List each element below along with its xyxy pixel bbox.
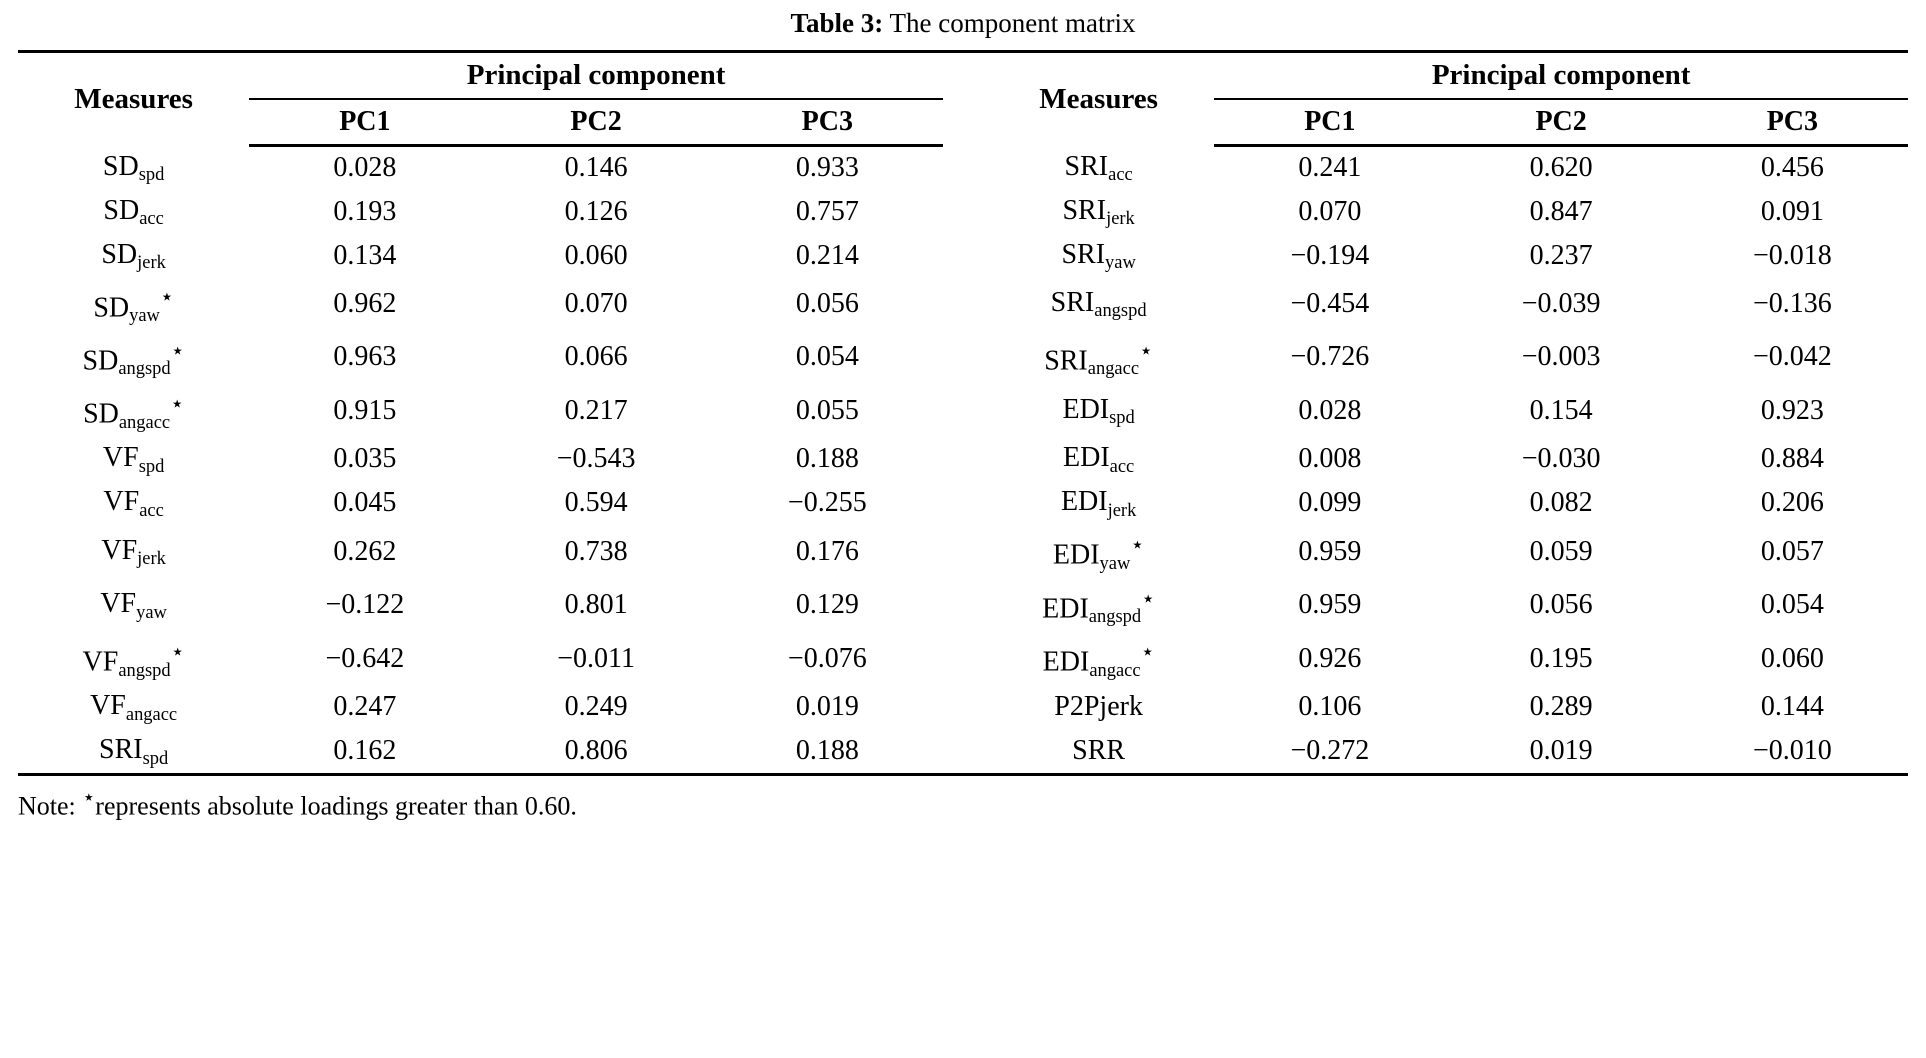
table-row (18, 437, 1908, 481)
cell-pc1-left: 0.963 (333, 341, 397, 373)
header-pc2-left: PC2 (480, 99, 711, 146)
cell-pc1-right: 0.070 (1298, 195, 1362, 227)
caption-label: Table 3: (790, 8, 884, 38)
cell-pc2-right: 0.289 (1529, 691, 1593, 723)
cell-pc3-right: 0.884 (1760, 443, 1824, 475)
measure-subscript: yaw (1099, 552, 1131, 573)
significance-star-icon: ⋆ (170, 639, 185, 665)
measure-label-left (18, 278, 249, 331)
cell-pc2-left: 0.066 (564, 341, 628, 373)
cell-pc2-left: 0.060 (564, 239, 628, 271)
note-prefix: Note: (18, 792, 83, 822)
cell-pc3-right: 0.060 (1760, 642, 1824, 674)
cell-pc2-left: 0.070 (564, 288, 628, 320)
measure-label-right (983, 384, 1214, 437)
cell-pc1-right: 0.028 (1298, 394, 1362, 426)
cell-pc2-left: 0.806 (564, 735, 628, 767)
cell-pc1-right: −0.272 (1290, 735, 1370, 767)
measure-label-left (18, 437, 249, 481)
measure-label-left (18, 632, 249, 685)
measure-label-right (983, 278, 1214, 331)
cell-pc2-left: −0.011 (557, 642, 635, 674)
cell-pc1-left: 0.193 (333, 195, 397, 227)
measure-subscript: spd (138, 455, 165, 476)
header-pc1-right: PC1 (1214, 99, 1445, 146)
table-row (18, 146, 1908, 190)
measure-base: P2Pjerk (1054, 691, 1143, 723)
measure-subscript: jerk (1106, 207, 1135, 228)
measure-subscript: angacc (118, 411, 171, 432)
measure-base: VF (100, 588, 137, 620)
column-spacer (943, 52, 983, 146)
cell-pc3-left: 0.019 (795, 691, 859, 723)
cell-pc3-left: −0.255 (787, 487, 867, 519)
significance-star-icon: ⋆ (1141, 585, 1156, 611)
row-spacer (943, 278, 983, 331)
cell-pc1-left: 0.962 (333, 288, 397, 320)
cell-pc2-left: 0.738 (564, 536, 628, 568)
measure-label-right (983, 632, 1214, 685)
measure-base: SRR (1072, 735, 1126, 767)
cell-pc1-right: 0.241 (1298, 152, 1362, 184)
measure-subscript: spd (1109, 406, 1135, 427)
cell-pc2-right: 0.059 (1529, 536, 1593, 568)
header-pc1-left: PC1 (249, 99, 480, 146)
note-star-icon: ⋆ (82, 786, 96, 810)
measure-base: SD (83, 398, 119, 430)
cell-pc1-left: 0.134 (333, 239, 397, 271)
measure-subscript: angspd (1094, 300, 1147, 321)
cell-pc3-right: −0.018 (1752, 239, 1832, 271)
cell-pc1-left: −0.122 (325, 589, 405, 621)
cell-pc2-right: −0.039 (1521, 288, 1601, 320)
row-spacer (943, 632, 983, 685)
table-caption (18, 0, 1908, 50)
significance-star-icon: ⋆ (1139, 337, 1154, 363)
cell-pc2-left: −0.543 (556, 443, 636, 475)
note-text: represents absolute loadings greater than 0.60. (95, 792, 577, 822)
cell-pc3-left: 0.188 (795, 443, 859, 475)
header-pc3-left: PC3 (712, 99, 943, 146)
measure-base: SRI (1062, 194, 1107, 226)
measure-base: SRI (1064, 150, 1109, 182)
table-row (18, 525, 1908, 578)
measure-label-right (983, 525, 1214, 578)
header-measures-left: Measures (18, 52, 249, 146)
table-row (18, 234, 1908, 278)
measure-subscript: spd (138, 163, 165, 184)
header-principal-component-left: Principal component (249, 52, 943, 100)
measure-base: SD (101, 238, 138, 270)
table-row (18, 331, 1908, 384)
measure-subscript: angspd (118, 659, 171, 680)
table-row (18, 384, 1908, 437)
measure-label-left (18, 331, 249, 384)
cell-pc1-right: 0.106 (1298, 691, 1362, 723)
cell-pc3-right: −0.010 (1752, 735, 1832, 767)
cell-pc3-left: 0.129 (795, 589, 859, 621)
measure-label-left (18, 525, 249, 578)
measure-subscript: angacc (125, 703, 178, 724)
cell-pc2-right: −0.030 (1521, 443, 1601, 475)
cell-pc3-right: 0.057 (1760, 536, 1824, 568)
cell-pc2-left: 0.801 (564, 589, 628, 621)
measure-subscript: spd (142, 747, 169, 768)
cell-pc1-right: −0.194 (1290, 239, 1370, 271)
cell-pc2-left: 0.146 (564, 152, 628, 184)
cell-pc1-left: 0.247 (333, 691, 397, 723)
measure-subscript: angacc (1089, 659, 1141, 680)
cell-pc2-right: 0.620 (1529, 152, 1593, 184)
cell-pc1-left: 0.045 (333, 487, 397, 519)
table-row (18, 729, 1908, 773)
measure-label-right (983, 331, 1214, 384)
row-spacer (943, 685, 983, 729)
cell-pc3-left: 0.214 (795, 239, 859, 271)
cell-pc1-right: 0.008 (1298, 443, 1362, 475)
measure-base: SD (103, 194, 140, 226)
measure-base: SRI (1061, 238, 1106, 270)
measure-subscript: yaw (136, 601, 167, 622)
cell-pc1-left: 0.028 (333, 152, 397, 184)
cell-pc3-right: −0.136 (1752, 288, 1832, 320)
cell-pc3-left: 0.933 (795, 152, 859, 184)
row-spacer (943, 331, 983, 384)
header-measures-right: Measures (983, 52, 1214, 146)
component-matrix-table (18, 50, 1908, 773)
measure-label-left (18, 146, 249, 190)
cell-pc3-right: 0.054 (1760, 589, 1824, 621)
cell-pc3-right: 0.456 (1760, 152, 1824, 184)
measure-base: EDI (1060, 486, 1108, 518)
measure-label-right (983, 190, 1214, 234)
row-spacer (943, 190, 983, 234)
measure-base: EDI (1062, 393, 1110, 425)
cell-pc3-right: 0.923 (1760, 394, 1824, 426)
measure-subscript: jerk (137, 548, 166, 569)
measure-subscript: acc (139, 207, 164, 228)
cell-pc3-left: 0.055 (795, 394, 859, 426)
cell-pc2-right: 0.195 (1529, 642, 1593, 674)
measure-base: VF (90, 690, 126, 722)
table-row (18, 278, 1908, 331)
cell-pc3-right: 0.144 (1760, 691, 1824, 723)
measure-base: SRI (1044, 345, 1088, 377)
significance-star-icon: ⋆ (1130, 532, 1145, 558)
row-spacer (943, 481, 983, 525)
measure-label-left (18, 579, 249, 632)
cell-pc3-left: 0.188 (795, 735, 859, 767)
measure-base: VF (82, 646, 119, 678)
header-group-row (18, 52, 1908, 100)
measure-base: VF (101, 535, 138, 567)
measure-label-left (18, 729, 249, 773)
cell-pc1-left: 0.035 (333, 443, 397, 475)
measure-subscript: acc (1108, 163, 1133, 184)
measure-base: EDI (1063, 442, 1110, 474)
cell-pc3-right: 0.091 (1760, 195, 1824, 227)
measure-base: EDI (1042, 646, 1090, 678)
measure-label-left (18, 685, 249, 729)
significance-star-icon: ⋆ (159, 284, 174, 310)
measure-label-right (983, 685, 1214, 729)
measure-subscript: jerk (1107, 499, 1137, 520)
row-spacer (943, 729, 983, 773)
cell-pc1-right: 0.959 (1298, 536, 1362, 568)
measure-base: SD (102, 150, 139, 182)
cell-pc1-right: 0.926 (1298, 642, 1362, 674)
measure-subscript: angacc (1087, 358, 1140, 379)
row-spacer (943, 146, 983, 190)
measure-subscript: angspd (1088, 606, 1142, 627)
cell-pc1-left: 0.162 (333, 735, 397, 767)
table-row (18, 685, 1908, 729)
measure-subscript: yaw (1105, 251, 1136, 272)
measure-label-right (983, 437, 1214, 481)
header-pc2-right: PC2 (1445, 99, 1676, 146)
cell-pc1-right: −0.726 (1290, 341, 1370, 373)
cell-pc1-left: −0.642 (325, 642, 405, 674)
row-spacer (943, 525, 983, 578)
row-spacer (943, 579, 983, 632)
measure-label-right (983, 234, 1214, 278)
cell-pc3-left: 0.056 (795, 288, 859, 320)
cell-pc1-right: 0.959 (1298, 589, 1362, 621)
cell-pc2-right: 0.019 (1529, 735, 1593, 767)
measure-label-left (18, 234, 249, 278)
row-spacer (943, 437, 983, 481)
cell-pc3-left: 0.757 (795, 195, 859, 227)
cell-pc2-right: 0.056 (1529, 589, 1593, 621)
row-spacer (943, 384, 983, 437)
significance-star-icon: ⋆ (170, 391, 185, 417)
measure-label-right (983, 481, 1214, 525)
measure-label-left (18, 481, 249, 525)
table-row (18, 190, 1908, 234)
measure-subscript: acc (1109, 455, 1135, 476)
measure-base: SRI (99, 734, 143, 766)
measure-base: SD (82, 345, 119, 377)
measure-base: EDI (1052, 539, 1100, 571)
table-body (18, 146, 1908, 774)
cell-pc2-left: 0.249 (564, 691, 628, 723)
measure-base: SRI (1050, 287, 1095, 319)
cell-pc2-left: 0.594 (564, 487, 628, 519)
row-spacer (943, 234, 983, 278)
significance-star-icon: ⋆ (1140, 639, 1155, 665)
cell-pc2-right: 0.082 (1529, 487, 1593, 519)
measure-base: EDI (1042, 593, 1089, 625)
measure-base: SD (93, 291, 130, 323)
cell-pc3-right: −0.042 (1752, 341, 1832, 373)
significance-star-icon: ⋆ (170, 337, 185, 363)
table-row (18, 579, 1908, 632)
cell-pc2-left: 0.217 (564, 394, 628, 426)
cell-pc1-left: 0.915 (333, 394, 397, 426)
cell-pc2-right: 0.237 (1529, 239, 1593, 271)
cell-pc1-right: −0.454 (1290, 288, 1370, 320)
measure-subscript: yaw (129, 305, 160, 325)
cell-pc3-left: 0.176 (795, 536, 859, 568)
measure-label-right (983, 729, 1214, 773)
cell-pc2-left: 0.126 (564, 195, 628, 227)
measure-subscript: jerk (137, 251, 166, 272)
table-note (18, 776, 1908, 822)
table-header (18, 52, 1908, 146)
measure-label-right (983, 579, 1214, 632)
cell-pc1-right: 0.099 (1298, 487, 1362, 519)
table-row (18, 632, 1908, 685)
table-row (18, 481, 1908, 525)
measure-base: VF (103, 486, 140, 518)
cell-pc3-left: −0.076 (787, 642, 867, 674)
cell-pc2-right: −0.003 (1521, 341, 1601, 373)
cell-pc2-right: 0.847 (1529, 195, 1593, 227)
measure-label-left (18, 190, 249, 234)
measure-label-right (983, 146, 1214, 190)
header-pc3-right: PC3 (1677, 99, 1908, 146)
cell-pc1-left: 0.262 (333, 536, 397, 568)
cell-pc3-right: 0.206 (1760, 487, 1824, 519)
cell-pc3-left: 0.054 (795, 341, 859, 373)
caption-text: The component matrix (889, 8, 1136, 38)
measure-label-left (18, 384, 249, 437)
header-principal-component-right: Principal component (1214, 52, 1908, 100)
measure-subscript: angspd (118, 358, 171, 379)
measure-subscript: acc (139, 499, 164, 520)
cell-pc2-right: 0.154 (1529, 394, 1593, 426)
measure-base: VF (102, 442, 139, 474)
